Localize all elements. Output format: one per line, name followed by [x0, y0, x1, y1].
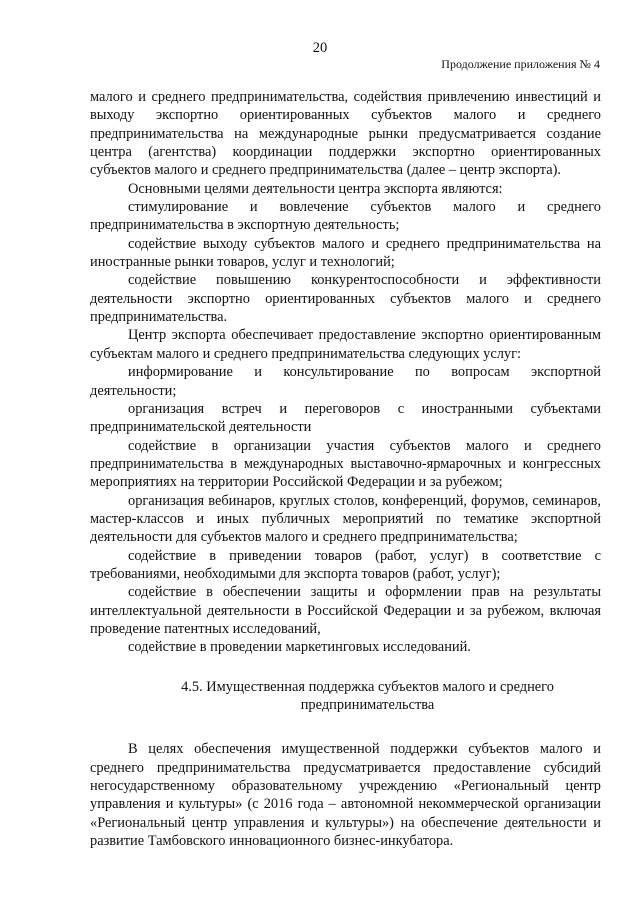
continuation-note: Продолжение приложения № 4: [441, 57, 600, 71]
section-heading-line-2: предпринимательства: [300, 697, 435, 713]
list-item-service: содействие в приведении товаров (работ, услуг) в соответствие с требованиями, необходимыми для экспорта товаров (работ, услуг);: [90, 547, 601, 582]
list-item-service: содействие в организации участия субъектов малого и среднего предпринимательства в международных выставочно-ярмарочных и конгрессных мероприятиях на территории Российской Федерации и за рубежом;: [90, 437, 601, 491]
list-item-goal: содействие выходу субъектов малого и среднего предпринимательства на иностранные рынки товаров, услуг и технологий;: [90, 235, 601, 271]
paragraph-services-intro: Центр экспорта обеспечивает предоставление экспортно ориентированным субъектам малого и среднего предпринимательства следующих услуг:: [90, 327, 601, 362]
list-item-service: содействие в обеспечении защиты и оформлении прав на результаты интеллектуальной деятельности в Российской Федерации и за рубежом, включая проведение патентных исследований,: [90, 584, 601, 637]
list-item-goal: стимулирование и вовлечение субъектов малого и среднего предпринимательства в экспортную деятельность;: [90, 199, 601, 234]
document-body: [90, 88, 601, 850]
paragraph-continuation: малого и среднего предпринимательства, содействия привлечению инвестиций и выходу экспортно ориентированных субъектов малого и среднего предпринимательства на международные рынки предусматривается создание центра (агентства) координации поддержки экспортно ориентированных субъектов малого и среднего предпринимательства (далее – центр экспорта).: [90, 89, 601, 179]
list-item-service: информирование и консультирование по вопросам экспортной деятельности;: [90, 364, 601, 399]
section-heading-line-1: 4.5. Имущественная поддержка субъектов малого и среднего: [181, 678, 554, 695]
section-heading: [90, 678, 601, 715]
list-item-service: организация вебинаров, круглых столов, конференций, форумов, семинаров, мастер-классов и иных публичных мероприятий по тематике экспортной деятельности для субъектов малого и среднего предпринимательства;: [90, 492, 601, 546]
paragraph-property-support: В целях обеспечения имущественной поддержки субъектов малого и среднего предпринимательства предусматривается предоставление субсидий негосударственному образовательному учреждению «Региональный центр управления и культуры» (с 2016 года – автономной некоммерческой организации «Региональный центр управления и культуры») на обеспечение деятельности и развитие Тамбовского инновационного бизнес-инкубатора.: [90, 741, 601, 850]
list-item-goal: содействие повышению конкурентоспособности и эффективности деятельности экспортно ориентированных субъектов малого и среднего предпринимательства.: [90, 272, 601, 326]
paragraph-goals-intro: Основными целями деятельности центра экспорта являются:: [128, 180, 503, 197]
page-number: 20: [312, 40, 328, 56]
list-item-service: организация встреч и переговоров с иностранными субъектами предпринимательской деятельности: [90, 400, 601, 436]
list-item-service: содействие в проведении маркетинговых исследований.: [128, 639, 471, 656]
